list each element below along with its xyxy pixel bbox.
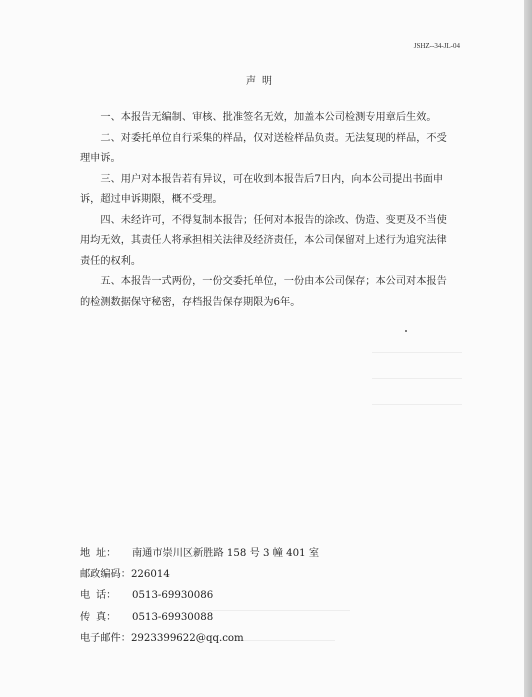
fax-row: [80, 607, 440, 628]
email-value: 2923399622@qq.com: [130, 632, 244, 644]
page-title: 声明: [246, 76, 278, 87]
phone-row: [80, 585, 440, 606]
email-row: [80, 628, 440, 649]
statement-paragraph: 三、用户对本报告若有异议，可在收到本报告后7日内，向本公司提出书面申诉，超过申诉期限，概不受理。: [80, 173, 444, 205]
page-edge-shadow: [524, 0, 532, 697]
statement-paragraph: 二、对委托单位自行采集的样品，仅对送检样品负责。无法复现的样品，不受理申诉。: [80, 132, 447, 164]
phone-label: 电 话：: [80, 590, 117, 602]
email-label: 电子邮件：: [80, 632, 131, 644]
statement-paragraph: 四、未经许可，不得复制本报告；任何对本报告的涂改、伪造、变更及不当使用均无效，其责任人将承担相关法律及经济责任，本公司保留对上述行为追究法律责任的权利。: [80, 214, 447, 267]
document-code: JSHZ--34-JL-04: [413, 42, 460, 50]
postcode-label: 邮政编码：: [80, 569, 131, 581]
statement-paragraph: 一、本报告无编制、审核、批准签名无效，加盖本公司检测专用章后生效。: [100, 112, 437, 123]
phone-value: 0513-69930086: [132, 590, 214, 602]
contact-block: [80, 543, 440, 649]
address-row: [80, 543, 440, 564]
bleed-through-line: [372, 352, 462, 353]
postcode-value: 226014: [130, 569, 170, 581]
statement-paragraph: 五、本报告一式两份，一份交委托单位，一份由本公司保存；本公司对本报告的检测数据保守秘密，存档报告保存期限为6年。: [80, 276, 447, 308]
postcode-row: [80, 564, 440, 585]
fax-value: 0513-69930088: [132, 611, 214, 623]
bleed-through-line: [372, 404, 462, 405]
scan-speck: [405, 330, 407, 332]
statement-paragraphs: [80, 108, 456, 313]
address-label: 地 址：: [80, 548, 117, 559]
bleed-through-line: [372, 378, 462, 379]
address-value: 南通市崇川区新胜路 158 号 3 幢 401 室: [132, 548, 320, 559]
fax-label: 传 真：: [80, 611, 117, 623]
